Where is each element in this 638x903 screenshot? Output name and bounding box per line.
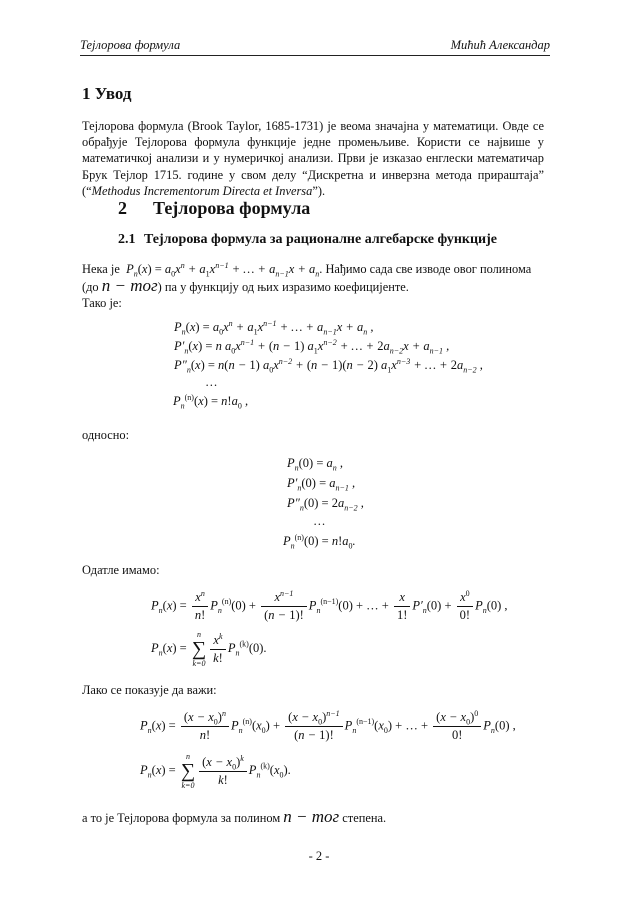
paragraph-line: обрађује Тејлорова формула функције једне промењљиве. Користи се највише у: [82, 135, 544, 150]
intro-line-2: [82, 276, 409, 296]
section-2-1-number: 2.1: [118, 232, 136, 247]
equation-pn-first-derivative: $P'_n(x) = n$ $a_0x^{n-1} + (n - 1) a_1x^{n-2}$ + … + $2a_{n-2}x + a_{n-1}$ ,: [174, 337, 450, 356]
closing-prefix: а то је Тејлорова формула за полином: [82, 811, 281, 825]
taylor-expanded: $P_n(x)$ = $\frac{(x - x_0)^n}{n!}$ $P_n^{(n)}(x_0)$ + $\frac{(x - x_0)^{n-1}}{(n - 1)!}$ $P_n^{(n-1)}(x_0)$ + … + $\frac{(x - x_0)^0}{0!}$ $P_n(0)$ ,: [140, 708, 516, 742]
closing-suffix: степена.: [342, 811, 387, 825]
closing-line: [82, 807, 386, 827]
ellipsis: …: [206, 375, 218, 389]
section-1-paragraph: [82, 118, 544, 199]
intro-line2-suffix: ) па у функцију од њих изразимо коефицијенте.: [157, 280, 409, 294]
intro-line2-prefix: (до: [82, 280, 99, 294]
paragraph-line: Тејлорова формула (Brook Taylor, 1685-1731) је веома значајна у математици. Овде се: [82, 119, 544, 133]
equation-p0-second: $P''_n(0) = 2a_{n-2}$ ,: [287, 496, 364, 513]
section-2-number: 2: [118, 198, 127, 218]
header-right: Мићић Александар: [450, 38, 550, 52]
n-th-label: n − тог: [101, 276, 158, 295]
header-left: Тејлорова формула: [80, 38, 181, 52]
intro-prefix: Нека је: [82, 262, 120, 276]
paragraph-line: Брук Тејлор 1715. године у свом делу “Дискретна и инверзна метода прираштаја”: [82, 167, 544, 182]
text-odatle: Одатле имамо:: [82, 563, 160, 577]
equation-p0-nth: $P_n^{(n)}(0) = n!a_0$.: [283, 532, 356, 551]
page-header: [80, 37, 550, 56]
equation-pn: $P_n(x) = a_0x^n + a_1x^{n-1}$ + … + $a_{n-1}x + a_n$ ,: [174, 318, 374, 337]
quote-close: ”).: [312, 183, 326, 198]
text-lako: Лако се показује да важи:: [82, 683, 217, 697]
intro-line-3: Тако је:: [82, 296, 122, 310]
intro-suffix: . Нађимо сада све изводе овог полинома: [319, 262, 532, 276]
page-number: - 2 -: [308, 849, 330, 863]
polynomial-definition: $P_n(x) = a_0x^n + a_1x^{n-1}$ + … + $a_{n-1}x + a_n$: [122, 260, 320, 279]
equation-pn-nth-derivative: $P_n^{(n)}(x) = n!a_0$ ,: [173, 392, 249, 411]
quote-open: (“: [82, 183, 92, 198]
n-th-label: n − тог: [283, 807, 340, 826]
section-1-title: 1 Увод: [82, 84, 132, 103]
taylor-sum: $P_n(x)$ = n ∑ k=0 $\frac{(x - x_0)^k}{k!}$ $P_n^{(k)}(x_0)$.: [140, 752, 291, 790]
ellipsis: …: [314, 514, 326, 528]
equation-pn-second-derivative: $P''_n(x) = n(n - 1) a_0x^{n-2} + (n - 1)(n - 2) a_1x^{n-3}$ + … + $2a_{n-2}$ ,: [174, 356, 483, 375]
paragraph-line: математичкој анализи и у нумеричкој анализи. Први је изказао енглески математичар: [82, 151, 544, 166]
intro-line-1: [82, 262, 552, 277]
taylor-maclaurin-sum: $P_n(x)$ = n ∑ k=0 $\frac{x^k}{k!}$ $P_n^{(k)}(0)$.: [151, 630, 267, 668]
taylor-maclaurin-expanded: $P_n(x)$ = $\frac{x^n}{n!}$ $P_n^{(n)}(0)$ + $\frac{x^{n-1}}{(n - 1)!}$ $P_n^{(n-1)}(0)$ + … + $\frac{x}{1!}$ $P'_n(0)$ + $\frac{x^0}{0!}$ $P_n(0)$ ,: [151, 588, 508, 622]
section-2-title: Тејлорова формула: [153, 198, 311, 218]
latin-title: Methodus Incrementorum Directa et Inversa: [91, 183, 313, 198]
equation-p0: $P_n(0) = a_n$ ,: [287, 456, 344, 473]
section-2-1-title: Тејлорова формула за рационалне алгебарске функције: [144, 232, 497, 247]
equation-p0-first: $P'_n(0) = a_{n-1}$ ,: [287, 476, 356, 493]
text-odnosno: односно:: [82, 428, 130, 442]
paragraph-line: [82, 183, 544, 199]
